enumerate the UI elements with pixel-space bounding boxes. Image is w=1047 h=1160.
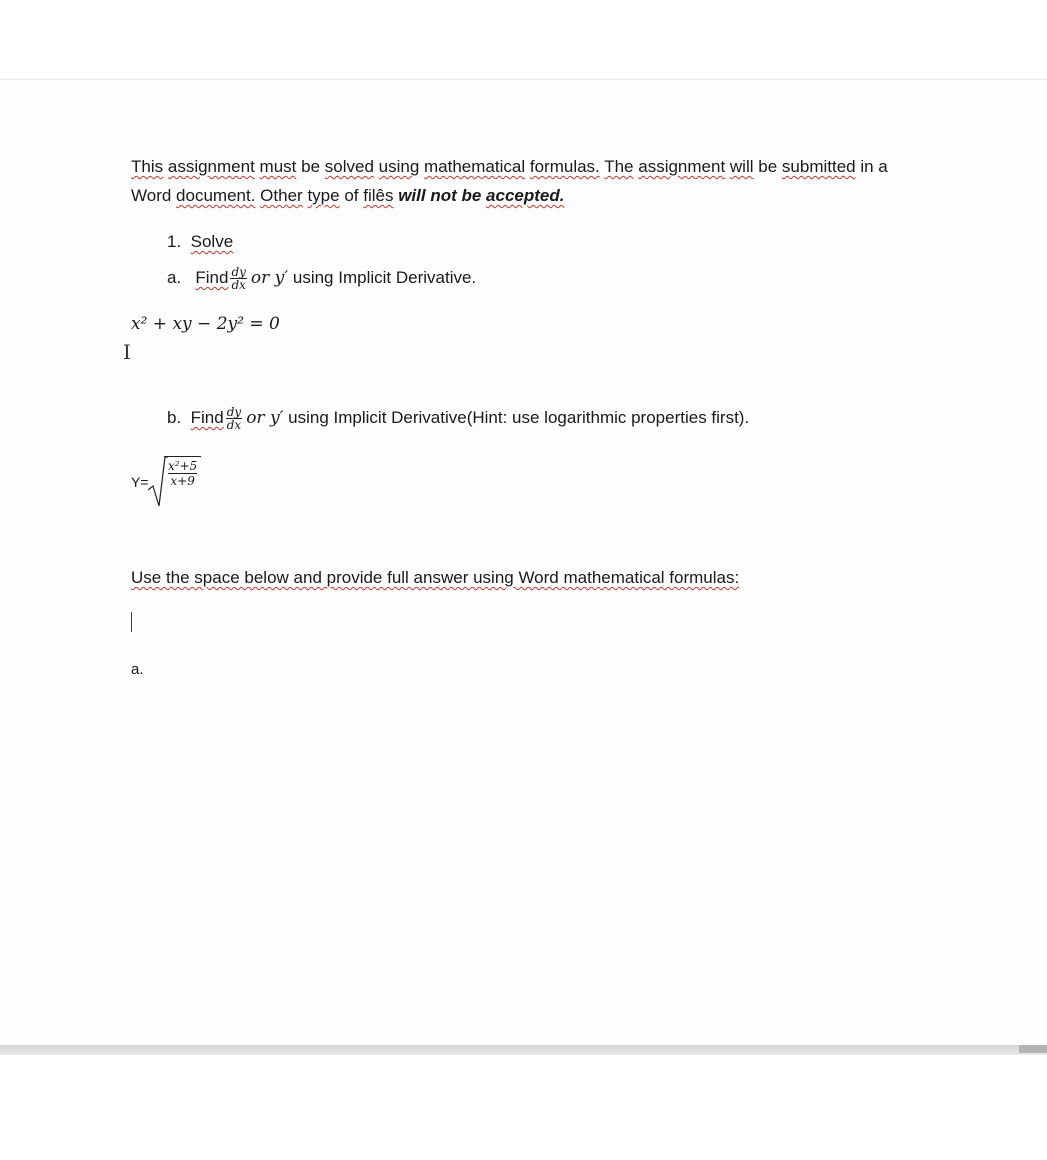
page-bottom-edge — [0, 1045, 1047, 1055]
scroll-indicator[interactable] — [1019, 1045, 1047, 1053]
text-caret[interactable] — [131, 612, 132, 632]
radical-numerator: x²+5 — [168, 459, 198, 473]
intro-line-2: Word document. Other type of filês will not be accepted. — [131, 186, 565, 205]
dy-dx-fraction: $\frac{dy}{dx}$ — [226, 405, 242, 433]
answer-item-a[interactable]: a. — [131, 661, 144, 678]
radical-denominator: x+9 — [170, 474, 195, 488]
question-1b: b. Find $\frac{dy}{dx}$ or y′ using Implicit Derivative(Hint: use logarithmic properties first). — [167, 405, 750, 433]
answer-prompt: Use the space below and provide full answer using Word mathematical formulas: — [131, 568, 740, 587]
equation-1a: x² + xy − 2y² = 0 — [131, 314, 280, 334]
text-cursor-icon: I — [123, 340, 131, 364]
y-definition-label: Y= — [131, 474, 149, 490]
dy-dx-fraction: $\frac{dy}{dx}$ — [231, 265, 246, 293]
question-1-heading: 1. Solve — [167, 232, 234, 251]
document-page[interactable] — [0, 80, 1047, 1045]
question-1a: a. Find $\frac{dy}{dx}$ or y′ using Implicit Derivative. — [167, 265, 477, 293]
intro-line-1: This assignment must be solved using mathematical formulas. The assignment will be submitted in a — [131, 157, 888, 176]
